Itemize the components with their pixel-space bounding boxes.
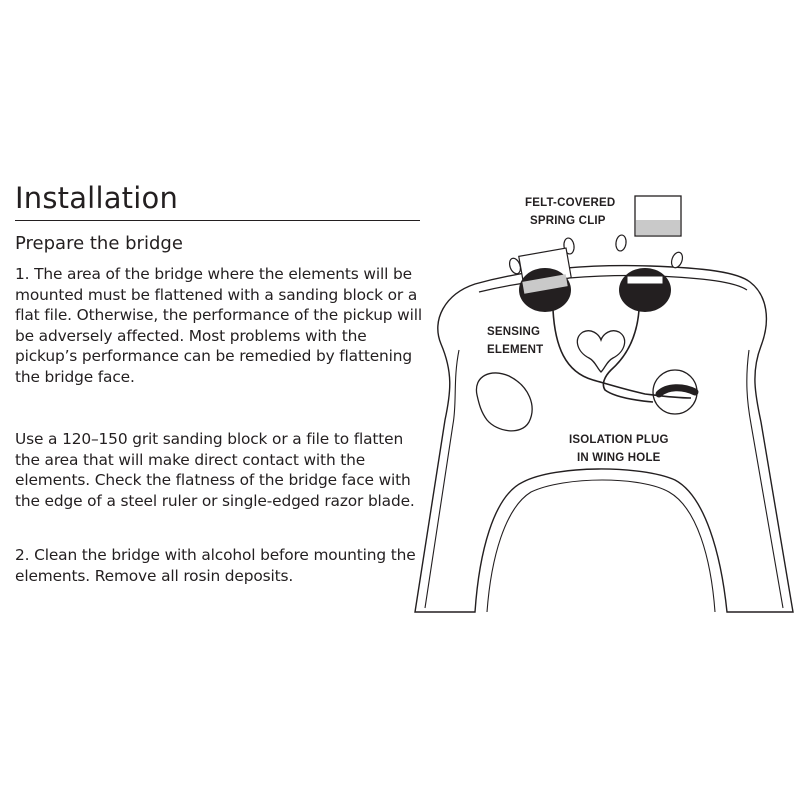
bridge-diagram — [405, 180, 800, 620]
label-in-wing-hole: IN WING HOLE — [577, 452, 661, 464]
title-rule — [15, 220, 420, 221]
label-isolation-plug: ISOLATION PLUG — [569, 434, 669, 446]
right-sensing-element-icon — [619, 268, 671, 312]
label-spring-clip: SPRING CLIP — [530, 215, 606, 227]
label-felt-covered: FELT-COVERED — [525, 197, 616, 209]
paragraph-clean-bridge: 2. Clean the bridge with alcohol before mounting the elements. Remove all rosin deposits. — [15, 546, 416, 585]
paragraph-sanding-instructions: Use a 120–150 grit sanding block or a file to flatten the area that will make direct contact with the elements. Check the flatness of the bridge face with the edge of a steel ruler or single-edged razor blade. — [15, 430, 415, 510]
right-element-clip-icon — [627, 276, 663, 284]
label-sensing: SENSING — [487, 326, 541, 338]
page-title: Installation — [15, 181, 179, 215]
paragraph-flatten-bridge: 1. The area of the bridge where the elements will be mounted must be flattened with a sanding block or a flat file. Otherwise, the performance of the pickup will be adversely affected. Most problems with the pickup’s performance can be remedied by flattening the bridge face. — [15, 265, 422, 386]
section-heading: Prepare the bridge — [15, 233, 183, 254]
felt-strip-icon — [636, 220, 680, 235]
bridge-arch-bevel — [487, 480, 715, 612]
label-element: ELEMENT — [487, 344, 544, 356]
